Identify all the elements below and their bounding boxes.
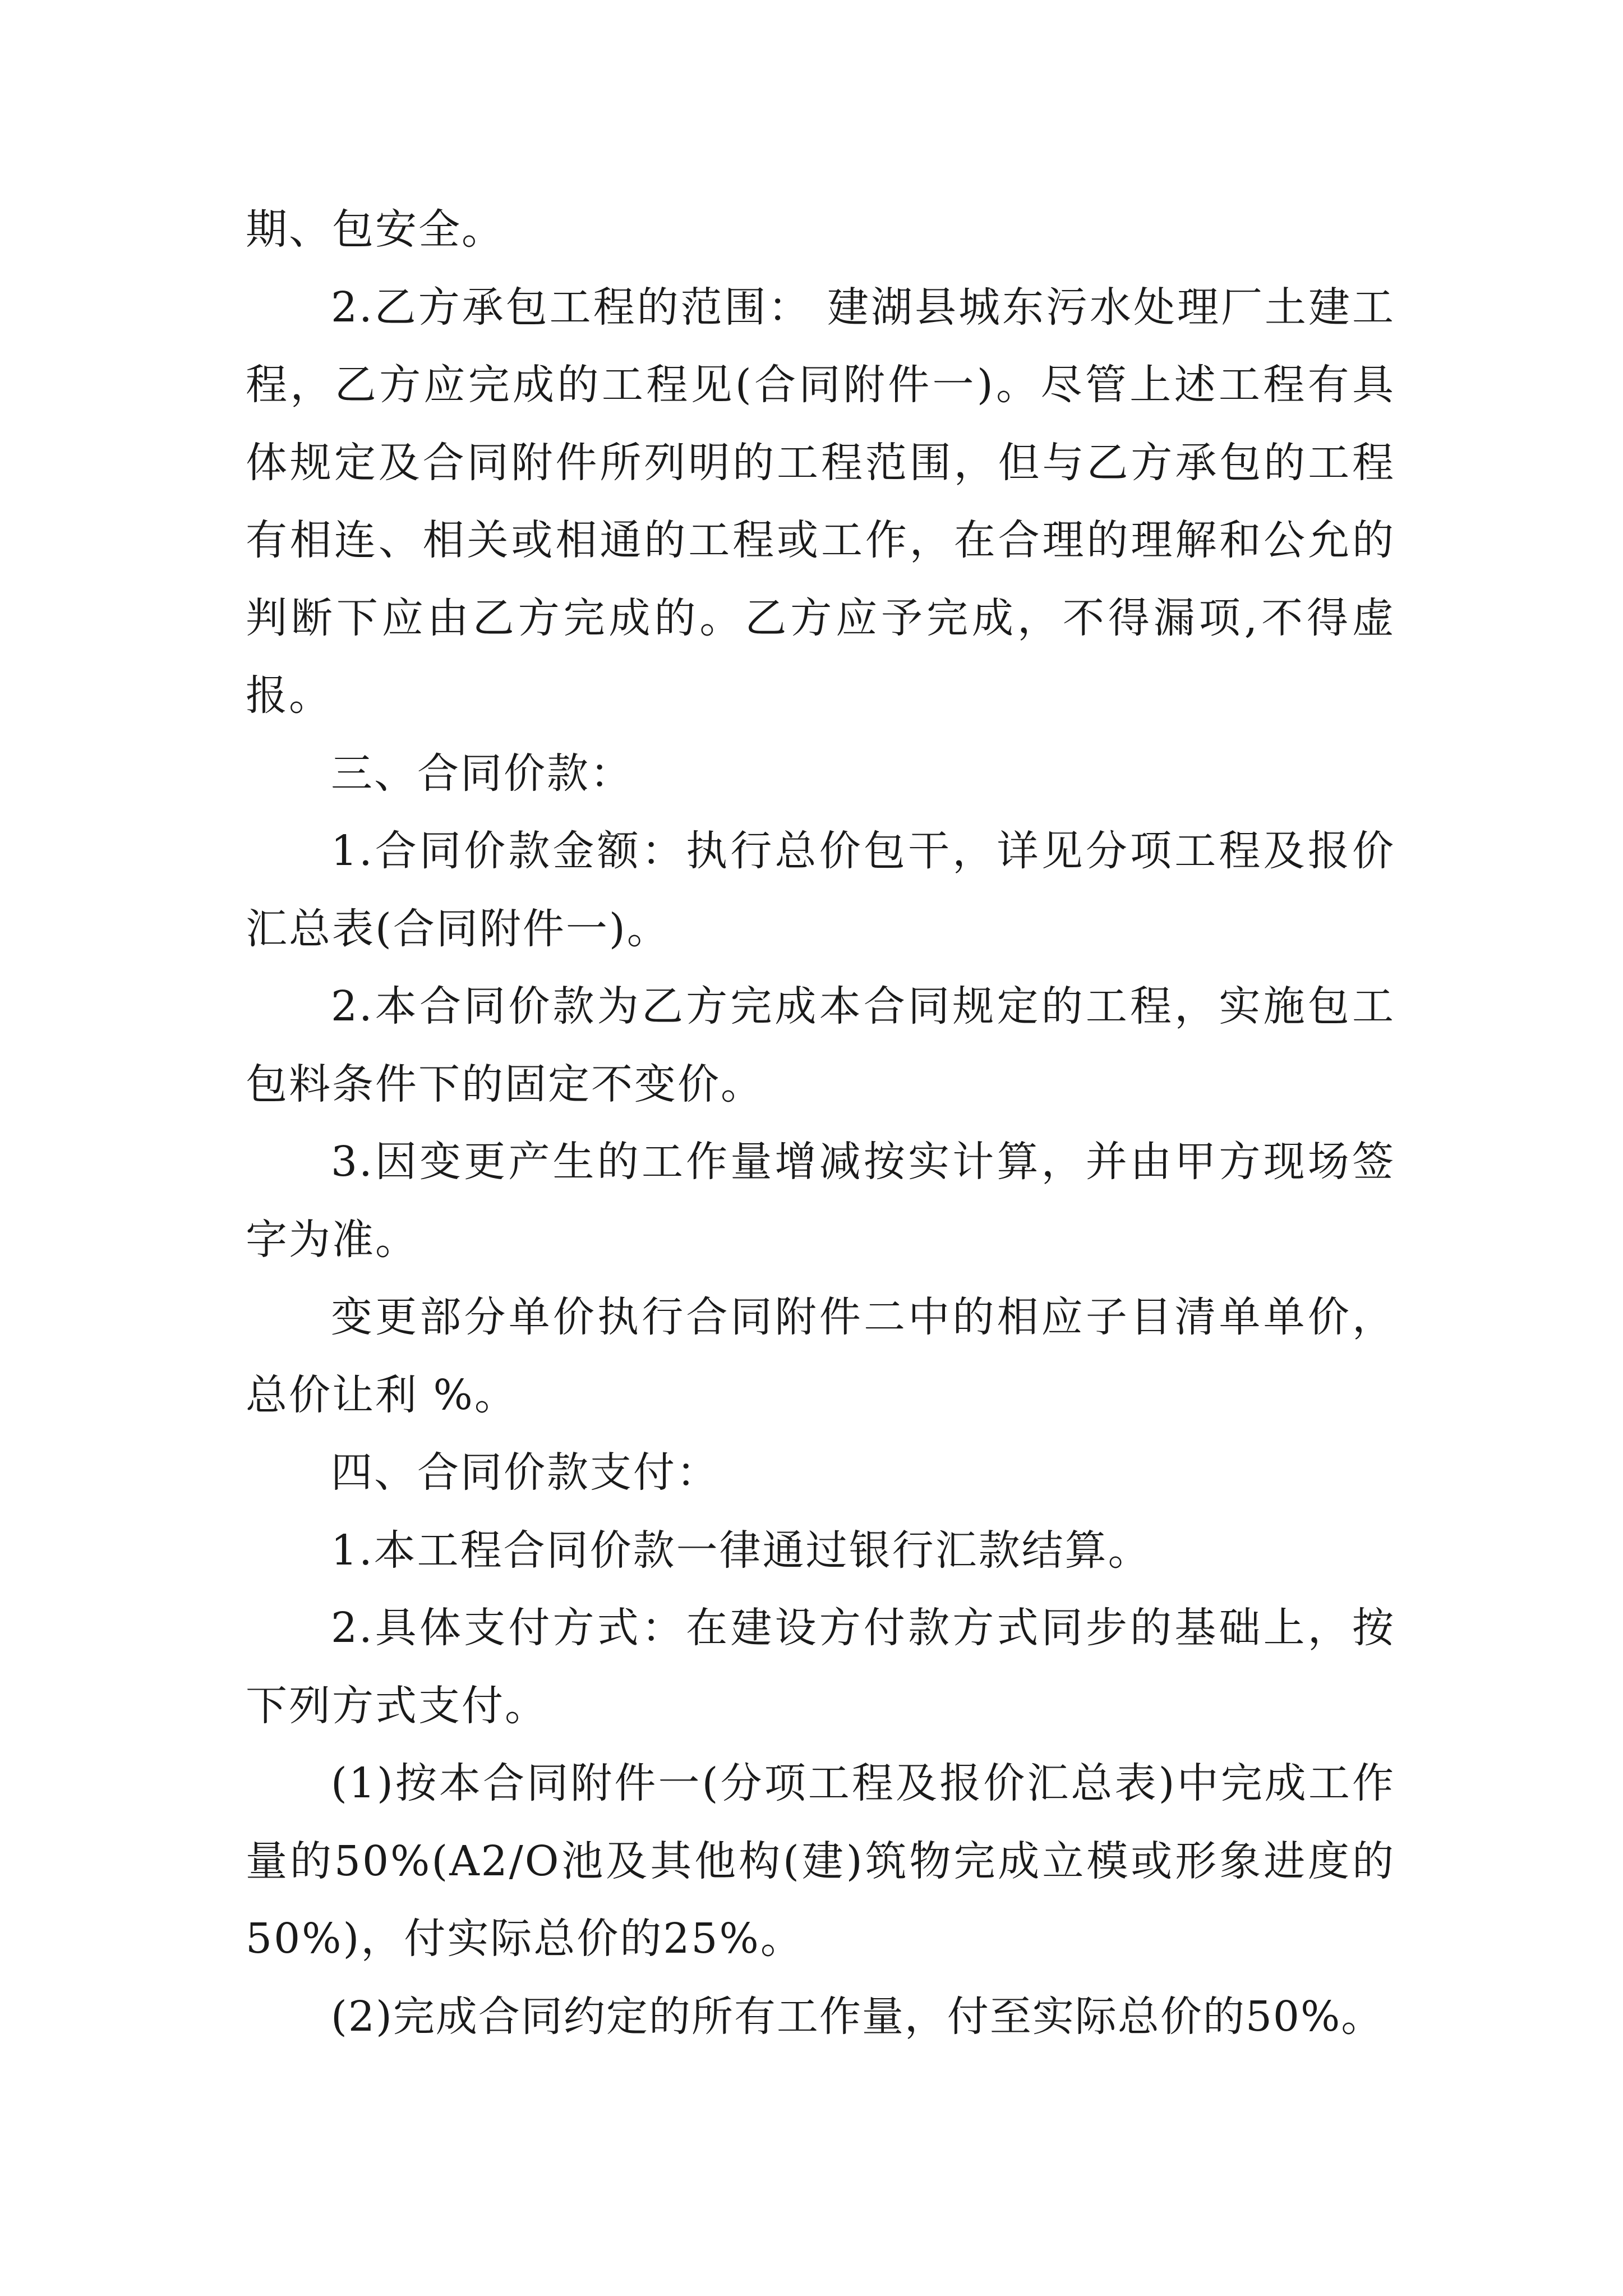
paragraph-contract-scope: 2.乙方承包工程的范围： 建湖县城东污水处理厂土建工程，乙方应完成的工程见(合同附件一)。尽管上述工程有具体规定及合同附件所列明的工程范围，但与乙方承包的工程有相连、相关或相通的工程或工作，在合理的理解和公允的判断下应由乙方完成的。乙方应予完成，不得漏项,不得虚报。 bbox=[246, 283, 1395, 720]
paragraph-price-amount: 1.合同价款金额：执行总价包干，详见分项工程及报价汇总表(合同附件一)。 bbox=[246, 827, 1395, 953]
section-heading-price-payment: 四、合同价款支付： bbox=[331, 1448, 720, 1497]
paragraph-bank-settlement: 1.本工程合同价款一律通过银行汇款结算。 bbox=[331, 1526, 1151, 1575]
contract-body bbox=[246, 191, 1395, 2055]
paragraph-payment-method: 2.具体支付方式：在建设方付款方式同步的基础上，按下列方式支付。 bbox=[246, 1604, 1395, 1730]
paragraph-change-workload: 3.因变更产生的工作量增减按实计算，并由甲方现场签字为准。 bbox=[246, 1138, 1395, 1264]
section-heading-contract-price: 三、合同价款： bbox=[331, 749, 633, 798]
paragraph-payment-stage-1: (1)按本合同附件一(分项工程及报价汇总表)中完成工作量的50%(A2/O池及其他构(建)筑物完成立模或形象进度的50%)，付实际总价的25%。 bbox=[246, 1759, 1395, 1963]
paragraph-fixed-price: 2.本合同价款为乙方完成本合同规定的工程，实施包工包料条件下的固定不变价。 bbox=[246, 982, 1395, 1108]
paragraph-change-unit-price: 变更部分单价执行合同附件二中的相应子目清单单价，总价让利 %。 bbox=[246, 1293, 1395, 1419]
paragraph-continuation: 期、包安全。 bbox=[246, 205, 505, 254]
paragraph-payment-stage-2: (2)完成合同约定的所有工作量，付至实际总价的50%。 bbox=[331, 1992, 1384, 2041]
